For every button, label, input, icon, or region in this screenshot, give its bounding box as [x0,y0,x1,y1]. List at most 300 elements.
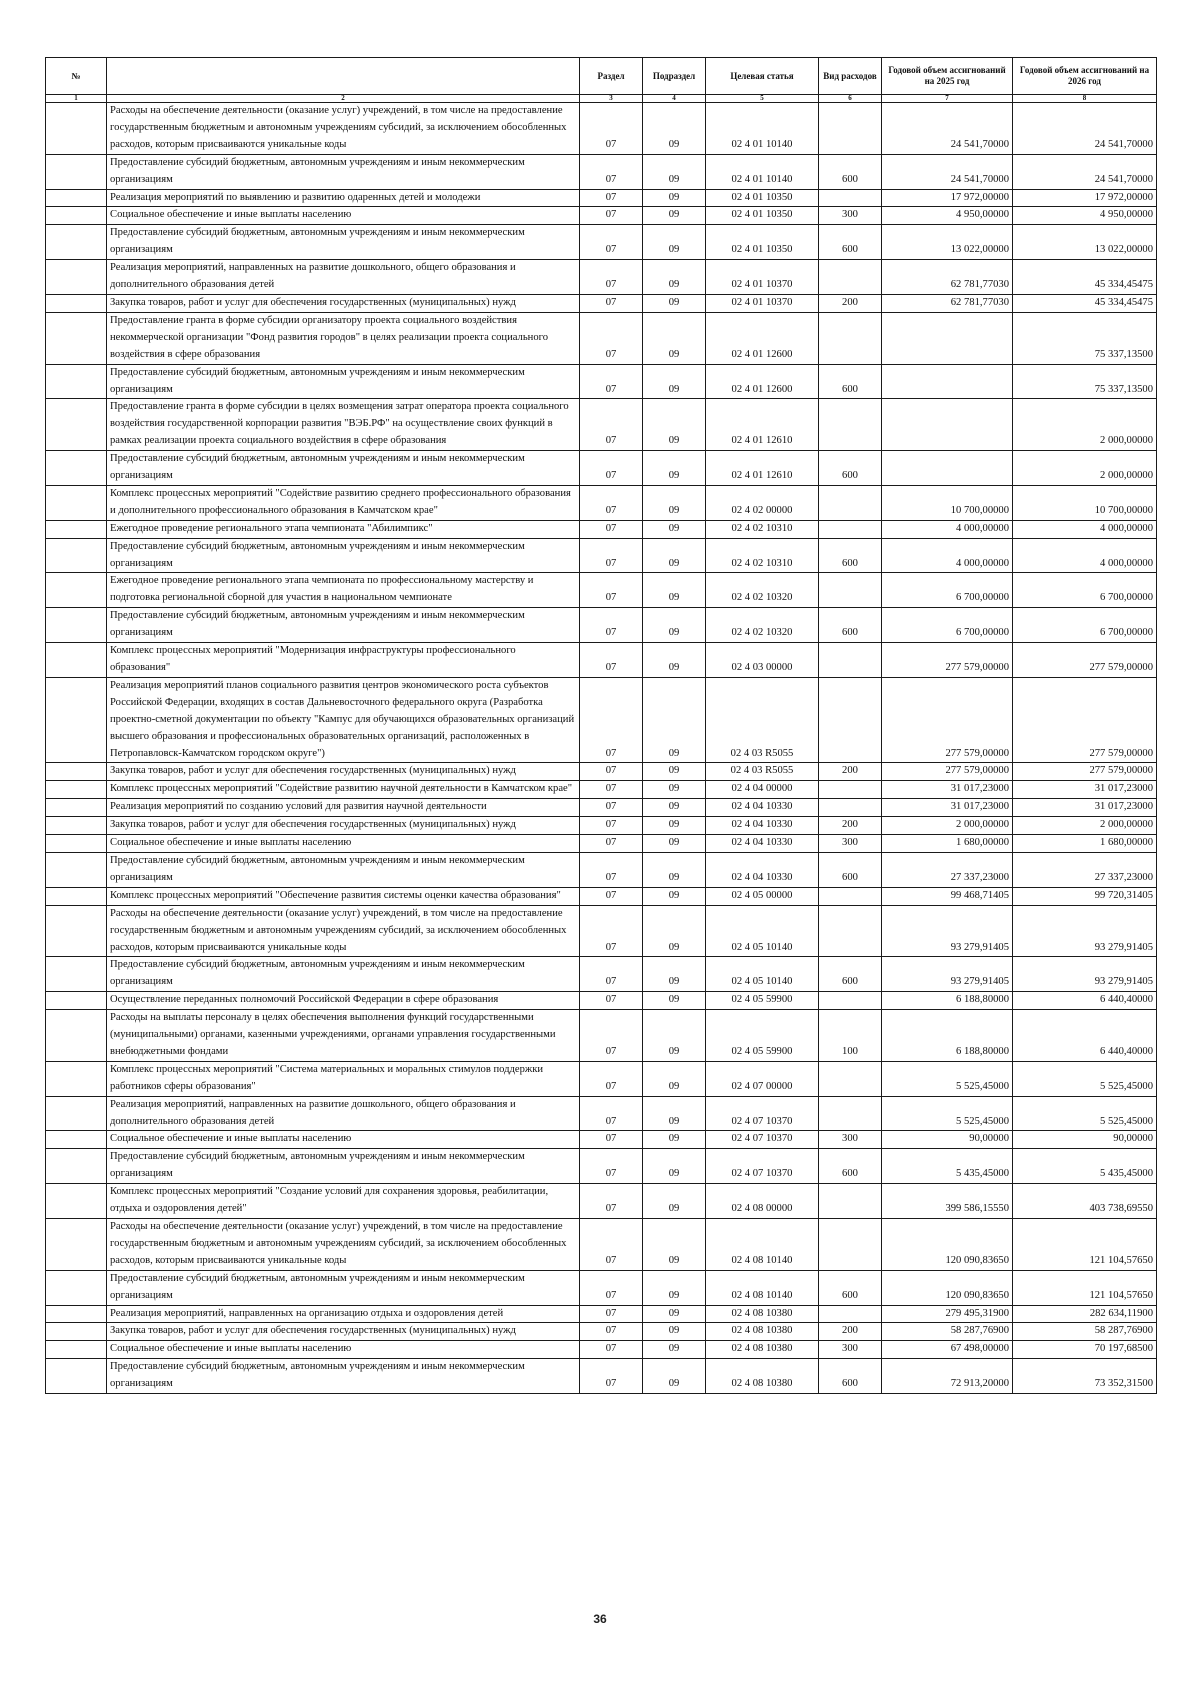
header-razdel: Раздел [580,58,643,95]
row-podrazdel-cell: 09 [643,538,706,573]
row-number-cell [46,520,107,538]
row-razdel-cell: 07 [580,485,643,520]
table-row [46,154,1157,189]
row-vid-cell: 300 [819,1341,882,1359]
row-y2026-cell: 27 337,23000 [1013,852,1157,887]
row-razdel-cell: 07 [580,1219,643,1271]
row-razdel-cell: 07 [580,1270,643,1305]
row-y2026-cell: 6 700,00000 [1013,573,1157,608]
column-number: 4 [643,95,706,103]
row-number-cell [46,260,107,295]
row-celevaya-cell: 02 4 08 10380 [706,1359,819,1394]
row-y2025-cell [882,364,1013,399]
column-number: 6 [819,95,882,103]
row-razdel-cell: 07 [580,887,643,905]
row-number-cell [46,451,107,486]
row-podrazdel-cell: 09 [643,1096,706,1131]
row-number-cell [46,1096,107,1131]
row-podrazdel-cell: 09 [643,1184,706,1219]
row-number-cell [46,573,107,608]
row-razdel-cell: 07 [580,538,643,573]
header-celevaya: Целевая статья [706,58,819,95]
row-y2026-cell: 4 950,00000 [1013,207,1157,225]
row-podrazdel-cell: 09 [643,1323,706,1341]
row-name-cell: Предоставление субсидий бюджетным, автономным учреждениям и иным некоммерческим организациям [107,957,580,992]
row-podrazdel-cell: 09 [643,1149,706,1184]
row-celevaya-cell: 02 4 07 10370 [706,1131,819,1149]
row-podrazdel-cell: 09 [643,1305,706,1323]
row-y2026-cell: 121 104,57650 [1013,1219,1157,1271]
row-razdel-cell: 07 [580,835,643,853]
row-name-cell: Социальное обеспечение и иные выплаты населению [107,835,580,853]
table-row [46,260,1157,295]
row-y2025-cell: 4 950,00000 [882,207,1013,225]
row-number-cell [46,189,107,207]
row-podrazdel-cell: 09 [643,835,706,853]
row-name-cell: Предоставление субсидий бюджетным, автономным учреждениям и иным некоммерческим организациям [107,225,580,260]
row-celevaya-cell: 02 4 04 10330 [706,799,819,817]
row-vid-cell [819,1219,882,1271]
table-row [46,1270,1157,1305]
row-number-cell [46,485,107,520]
row-name-cell: Предоставление субсидий бюджетным, автономным учреждениям и иным некоммерческим организациям [107,1270,580,1305]
row-y2026-cell: 4 000,00000 [1013,538,1157,573]
row-vid-cell: 100 [819,1010,882,1062]
table-row [46,992,1157,1010]
row-celevaya-cell: 02 4 01 10370 [706,294,819,312]
row-celevaya-cell: 02 4 05 00000 [706,887,819,905]
row-y2025-cell: 24 541,70000 [882,103,1013,155]
row-podrazdel-cell: 09 [643,1219,706,1271]
row-razdel-cell: 07 [580,399,643,451]
row-number-cell [46,643,107,678]
header-y2025: Годовой объем ассигнований на 2025 год [882,58,1013,95]
row-razdel-cell: 07 [580,1096,643,1131]
table-row [46,817,1157,835]
table-row [46,451,1157,486]
row-razdel-cell: 07 [580,677,643,763]
row-y2025-cell: 1 680,00000 [882,835,1013,853]
row-celevaya-cell: 02 4 02 10310 [706,538,819,573]
row-y2026-cell: 10 700,00000 [1013,485,1157,520]
row-celevaya-cell: 02 4 04 10330 [706,817,819,835]
row-razdel-cell: 07 [580,1323,643,1341]
row-name-cell: Предоставление гранта в форме субсидии в целях возмещения затрат оператора проекта социального воздействия государственной корпорации развития "ВЭБ.РФ" на осуществление своих функций в рамках реализации проекта социального воздействия в сфере образования [107,399,580,451]
row-podrazdel-cell: 09 [643,312,706,364]
table-row [46,835,1157,853]
column-number: 7 [882,95,1013,103]
row-y2025-cell: 31 017,23000 [882,781,1013,799]
row-name-cell: Ежегодное проведение регионального этапа чемпионата "Абилимпикс" [107,520,580,538]
row-number-cell [46,1149,107,1184]
row-y2026-cell: 5 525,45000 [1013,1061,1157,1096]
header-num: № [46,58,107,95]
row-vid-cell [819,260,882,295]
row-vid-cell [819,781,882,799]
row-razdel-cell: 07 [580,608,643,643]
page-number: 36 [593,1612,607,1626]
table-row [46,1096,1157,1131]
row-y2025-cell: 6 700,00000 [882,573,1013,608]
row-name-cell: Реализация мероприятий планов социального развития центров экономического роста субъектов Российской Федерации, входящих в состав Дальневосточного федерального округа (Разработка проектно-сметной документации по объекту "Кампус для обучающихся образовательных организаций высшего образования и профессиональных образовательных организаций, расположенных в Петропавловск-Камчатском городском округе") [107,677,580,763]
row-number-cell [46,538,107,573]
row-celevaya-cell: 02 4 08 10140 [706,1219,819,1271]
table-row [46,294,1157,312]
row-vid-cell: 600 [819,957,882,992]
row-razdel-cell: 07 [580,643,643,678]
row-number-cell [46,1270,107,1305]
row-razdel-cell: 07 [580,1131,643,1149]
row-podrazdel-cell: 09 [643,992,706,1010]
column-number: 5 [706,95,819,103]
row-y2026-cell: 13 022,00000 [1013,225,1157,260]
row-celevaya-cell: 02 4 01 10350 [706,207,819,225]
row-vid-cell [819,905,882,957]
row-y2025-cell: 2 000,00000 [882,817,1013,835]
table-row [46,677,1157,763]
row-celevaya-cell: 02 4 04 10330 [706,852,819,887]
row-y2025-cell: 279 495,31900 [882,1305,1013,1323]
row-razdel-cell: 07 [580,1149,643,1184]
table-row [46,852,1157,887]
row-number-cell [46,992,107,1010]
row-vid-cell [819,103,882,155]
row-name-cell: Комплекс процессных мероприятий "Система материальных и моральных стимулов поддержки работников сферы образования" [107,1061,580,1096]
row-y2026-cell: 277 579,00000 [1013,677,1157,763]
row-celevaya-cell: 02 4 01 12610 [706,399,819,451]
row-razdel-cell: 07 [580,817,643,835]
row-y2025-cell [882,312,1013,364]
table-row [46,763,1157,781]
row-name-cell: Закупка товаров, работ и услуг для обеспечения государственных (муниципальных) нужд [107,817,580,835]
row-vid-cell [819,573,882,608]
row-vid-cell: 600 [819,852,882,887]
row-y2025-cell: 10 700,00000 [882,485,1013,520]
row-y2025-cell: 31 017,23000 [882,799,1013,817]
row-podrazdel-cell: 09 [643,817,706,835]
row-vid-cell: 600 [819,1270,882,1305]
row-podrazdel-cell: 09 [643,573,706,608]
row-y2025-cell: 62 781,77030 [882,294,1013,312]
row-razdel-cell: 07 [580,520,643,538]
row-number-cell [46,154,107,189]
row-y2025-cell: 62 781,77030 [882,260,1013,295]
table-row [46,799,1157,817]
row-name-cell: Предоставление субсидий бюджетным, автономным учреждениям и иным некоммерческим организациям [107,538,580,573]
row-razdel-cell: 07 [580,225,643,260]
row-podrazdel-cell: 09 [643,399,706,451]
row-name-cell: Социальное обеспечение и иные выплаты населению [107,1131,580,1149]
table-row [46,1010,1157,1062]
row-number-cell [46,1061,107,1096]
row-y2025-cell: 27 337,23000 [882,852,1013,887]
row-name-cell: Социальное обеспечение и иные выплаты населению [107,1341,580,1359]
table-row [46,1149,1157,1184]
row-y2026-cell: 70 197,68500 [1013,1341,1157,1359]
row-y2025-cell: 4 000,00000 [882,520,1013,538]
row-vid-cell [819,485,882,520]
row-y2026-cell: 5 525,45000 [1013,1096,1157,1131]
row-number-cell [46,905,107,957]
row-number-cell [46,781,107,799]
row-number-cell [46,1323,107,1341]
table-row [46,643,1157,678]
row-number-cell [46,207,107,225]
row-name-cell: Комплекс процессных мероприятий "Содействие развитию среднего профессионального образования и дополнительного профессионального образования в Камчатском крае" [107,485,580,520]
row-podrazdel-cell: 09 [643,1359,706,1394]
row-y2026-cell: 6 440,40000 [1013,1010,1157,1062]
row-y2025-cell: 277 579,00000 [882,643,1013,678]
row-celevaya-cell: 02 4 08 10140 [706,1270,819,1305]
row-y2026-cell: 17 972,00000 [1013,189,1157,207]
row-name-cell: Реализация мероприятий по созданию условий для развития научной деятельности [107,799,580,817]
row-vid-cell: 300 [819,1131,882,1149]
row-vid-cell [819,1096,882,1131]
row-vid-cell: 300 [819,207,882,225]
row-celevaya-cell: 02 4 01 10140 [706,154,819,189]
row-y2026-cell: 31 017,23000 [1013,781,1157,799]
row-podrazdel-cell: 09 [643,643,706,678]
row-y2025-cell: 120 090,83650 [882,1219,1013,1271]
row-razdel-cell: 07 [580,312,643,364]
row-celevaya-cell: 02 4 01 12600 [706,364,819,399]
row-celevaya-cell: 02 4 08 10380 [706,1341,819,1359]
row-number-cell [46,835,107,853]
row-name-cell: Предоставление субсидий бюджетным, автономным учреждениям и иным некоммерческим организациям [107,364,580,399]
row-podrazdel-cell: 09 [643,1061,706,1096]
row-number-cell [46,763,107,781]
row-number-cell [46,887,107,905]
row-vid-cell [819,887,882,905]
table-row [46,905,1157,957]
row-vid-cell [819,1305,882,1323]
row-y2025-cell: 4 000,00000 [882,538,1013,573]
row-number-cell [46,852,107,887]
row-y2025-cell [882,451,1013,486]
table-row [46,520,1157,538]
table-row [46,887,1157,905]
row-y2026-cell: 6 440,40000 [1013,992,1157,1010]
row-y2026-cell: 24 541,70000 [1013,103,1157,155]
row-celevaya-cell: 02 4 02 10320 [706,573,819,608]
row-vid-cell [819,992,882,1010]
row-podrazdel-cell: 09 [643,957,706,992]
row-y2026-cell: 31 017,23000 [1013,799,1157,817]
row-podrazdel-cell: 09 [643,887,706,905]
row-celevaya-cell: 02 4 08 00000 [706,1184,819,1219]
table-row [46,1359,1157,1394]
row-vid-cell: 200 [819,817,882,835]
row-y2026-cell: 99 720,31405 [1013,887,1157,905]
row-y2026-cell: 24 541,70000 [1013,154,1157,189]
column-number: 8 [1013,95,1157,103]
row-vid-cell: 600 [819,538,882,573]
row-number-cell [46,957,107,992]
budget-sheet [45,57,1156,1394]
row-y2026-cell: 93 279,91405 [1013,957,1157,992]
row-razdel-cell: 07 [580,1359,643,1394]
row-y2025-cell: 99 468,71405 [882,887,1013,905]
row-y2026-cell: 121 104,57650 [1013,1270,1157,1305]
row-vid-cell [819,189,882,207]
row-y2025-cell: 67 498,00000 [882,1341,1013,1359]
row-vid-cell [819,799,882,817]
row-vid-cell: 600 [819,154,882,189]
row-y2025-cell [882,399,1013,451]
row-name-cell: Закупка товаров, работ и услуг для обеспечения государственных (муниципальных) нужд [107,763,580,781]
row-y2025-cell: 93 279,91405 [882,957,1013,992]
row-vid-cell: 200 [819,294,882,312]
row-y2026-cell: 45 334,45475 [1013,260,1157,295]
row-number-cell [46,1341,107,1359]
table-row [46,781,1157,799]
row-name-cell: Комплекс процессных мероприятий "Модернизация инфраструктуры профессионального образования" [107,643,580,678]
row-razdel-cell: 07 [580,1010,643,1062]
row-y2025-cell: 5 525,45000 [882,1061,1013,1096]
row-celevaya-cell: 02 4 05 10140 [706,957,819,992]
row-vid-cell: 600 [819,451,882,486]
row-celevaya-cell: 02 4 01 10350 [706,189,819,207]
row-razdel-cell: 07 [580,1184,643,1219]
table-row [46,225,1157,260]
row-celevaya-cell: 02 4 05 59900 [706,1010,819,1062]
row-razdel-cell: 07 [580,260,643,295]
row-celevaya-cell: 02 4 04 10330 [706,835,819,853]
row-podrazdel-cell: 09 [643,1131,706,1149]
table-row [46,573,1157,608]
row-celevaya-cell: 02 4 07 10370 [706,1149,819,1184]
row-name-cell: Предоставление субсидий бюджетным, автономным учреждениям и иным некоммерческим организациям [107,852,580,887]
row-number-cell [46,799,107,817]
row-celevaya-cell: 02 4 08 10380 [706,1305,819,1323]
row-y2025-cell: 120 090,83650 [882,1270,1013,1305]
column-number-row [46,95,1157,103]
row-celevaya-cell: 02 4 04 00000 [706,781,819,799]
row-razdel-cell: 07 [580,154,643,189]
row-y2025-cell: 93 279,91405 [882,905,1013,957]
table-body [46,103,1157,1394]
row-y2025-cell: 5 435,45000 [882,1149,1013,1184]
row-vid-cell: 300 [819,835,882,853]
header-name [107,58,580,95]
table-row [46,364,1157,399]
row-podrazdel-cell: 09 [643,225,706,260]
row-vid-cell [819,520,882,538]
row-y2026-cell: 4 000,00000 [1013,520,1157,538]
row-podrazdel-cell: 09 [643,520,706,538]
row-name-cell: Предоставление субсидий бюджетным, автономным учреждениям и иным некоммерческим организациям [107,1149,580,1184]
row-y2026-cell: 75 337,13500 [1013,312,1157,364]
header-podrazdel: Подраздел [643,58,706,95]
row-razdel-cell: 07 [580,992,643,1010]
row-celevaya-cell: 02 4 07 10370 [706,1096,819,1131]
row-podrazdel-cell: 09 [643,260,706,295]
table-row [46,103,1157,155]
row-y2026-cell: 277 579,00000 [1013,763,1157,781]
row-podrazdel-cell: 09 [643,1341,706,1359]
table-row [46,485,1157,520]
table-row [46,207,1157,225]
row-razdel-cell: 07 [580,905,643,957]
row-celevaya-cell: 02 4 03 R5055 [706,677,819,763]
row-y2025-cell: 6 188,80000 [882,992,1013,1010]
row-number-cell [46,1305,107,1323]
row-name-cell: Расходы на выплаты персоналу в целях обеспечения выполнения функций государственными (муниципальными) органами, казенными учреждениями, органами управления государственными внебюджетными фондами [107,1010,580,1062]
row-number-cell [46,1219,107,1271]
table-row [46,608,1157,643]
row-vid-cell: 600 [819,608,882,643]
row-number-cell [46,312,107,364]
row-y2025-cell: 277 579,00000 [882,677,1013,763]
row-podrazdel-cell: 09 [643,103,706,155]
row-number-cell [46,1184,107,1219]
row-y2026-cell: 75 337,13500 [1013,364,1157,399]
row-celevaya-cell: 02 4 02 10310 [706,520,819,538]
row-vid-cell [819,1061,882,1096]
row-celevaya-cell: 02 4 03 00000 [706,643,819,678]
row-name-cell: Комплекс процессных мероприятий "Содействие развитию научной деятельности в Камчатском крае" [107,781,580,799]
row-number-cell [46,1359,107,1394]
row-y2026-cell: 73 352,31500 [1013,1359,1157,1394]
table-row [46,1305,1157,1323]
row-number-cell [46,1131,107,1149]
row-vid-cell [819,677,882,763]
row-y2025-cell: 13 022,00000 [882,225,1013,260]
row-y2025-cell: 72 913,20000 [882,1359,1013,1394]
row-podrazdel-cell: 09 [643,189,706,207]
row-podrazdel-cell: 09 [643,799,706,817]
row-name-cell: Комплекс процессных мероприятий "Обеспечение развития системы оценки качества образования" [107,887,580,905]
row-y2026-cell: 5 435,45000 [1013,1149,1157,1184]
row-podrazdel-cell: 09 [643,154,706,189]
row-y2026-cell: 403 738,69550 [1013,1184,1157,1219]
row-celevaya-cell: 02 4 02 00000 [706,485,819,520]
row-razdel-cell: 07 [580,1341,643,1359]
row-podrazdel-cell: 09 [643,451,706,486]
table-row [46,1184,1157,1219]
row-number-cell [46,817,107,835]
row-name-cell: Реализация мероприятий, направленных на организацию отдыха и оздоровления детей [107,1305,580,1323]
row-number-cell [46,294,107,312]
row-y2026-cell: 282 634,11900 [1013,1305,1157,1323]
row-number-cell [46,677,107,763]
row-y2026-cell: 2 000,00000 [1013,399,1157,451]
row-y2025-cell: 6 700,00000 [882,608,1013,643]
row-celevaya-cell: 02 4 01 12610 [706,451,819,486]
table-row [46,957,1157,992]
row-podrazdel-cell: 09 [643,1010,706,1062]
row-podrazdel-cell: 09 [643,364,706,399]
row-podrazdel-cell: 09 [643,608,706,643]
row-vid-cell [819,1184,882,1219]
row-podrazdel-cell: 09 [643,763,706,781]
header-row [46,58,1157,95]
row-celevaya-cell: 02 4 02 10320 [706,608,819,643]
row-name-cell: Предоставление гранта в форме субсидии организатору проекта социального воздействия некоммерческой организации "Фонд развития городов" в целях реализации проекта социального воздействия в сфере образования [107,312,580,364]
row-vid-cell: 200 [819,763,882,781]
row-podrazdel-cell: 09 [643,485,706,520]
row-name-cell: Социальное обеспечение и иные выплаты населению [107,207,580,225]
row-y2025-cell: 24 541,70000 [882,154,1013,189]
row-razdel-cell: 07 [580,763,643,781]
column-number: 2 [107,95,580,103]
row-celevaya-cell: 02 4 05 59900 [706,992,819,1010]
row-razdel-cell: 07 [580,957,643,992]
row-razdel-cell: 07 [580,451,643,486]
table-row [46,1219,1157,1271]
row-y2025-cell: 58 287,76900 [882,1323,1013,1341]
row-number-cell [46,225,107,260]
